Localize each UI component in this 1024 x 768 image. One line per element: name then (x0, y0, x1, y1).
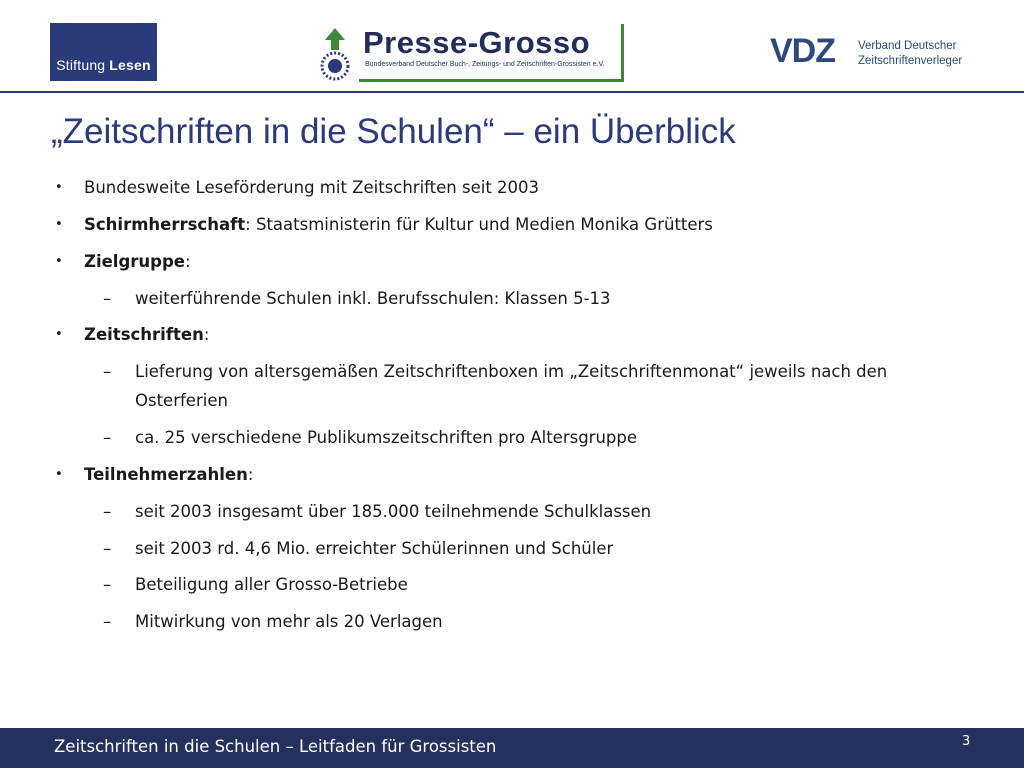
bullet-text: Bundesweite Leseförderung mit Zeitschriften seit 2003 (84, 178, 540, 197)
dash-icon: – (103, 428, 112, 447)
stiftung-lesen-logo (50, 23, 157, 81)
bullet-icon: • (55, 467, 63, 482)
bullet-label: Schirmherrschaft (84, 215, 246, 234)
bullet-item (55, 247, 191, 276)
bullet-item (55, 210, 713, 239)
presse-grosso-title: Presse-Grosso (363, 25, 591, 60)
bullet-text: ca. 25 verschiedene Publikumszeitschriften pro Altersgruppe (135, 428, 638, 447)
bullet-text: : (203, 325, 210, 344)
bullet-item (55, 173, 540, 202)
bullet-text: Osterferien (135, 391, 228, 410)
bullet-label: Zielgruppe (84, 252, 185, 271)
bullet-text: Mitwirkung von mehr als 20 Verlagen (135, 612, 443, 631)
bullet-text: Lieferung von altersgemäßen Zeitschriftenboxen im „Zeitschriftenmonat“ jeweils nach den (135, 362, 888, 381)
sub-bullet-item (103, 423, 638, 452)
bullet-icon: • (55, 217, 63, 232)
presse-grosso-subtitle: Bundesverband Deutscher Buch-, Zeitungs- und Zeitschriften-Grossisten e.V. (365, 61, 605, 68)
dash-icon: – (103, 575, 112, 594)
bullet-text: : Staatsministerin für Kultur und Medien Monika Grütters (245, 215, 713, 234)
bullet-text: weiterführende Schulen inkl. Berufsschulen: Klassen 5-13 (135, 289, 611, 308)
dash-icon: – (103, 539, 112, 558)
sub-bullet-item (103, 497, 652, 526)
sub-bullet-item (135, 386, 228, 415)
vdz-name-line1: Verband Deutscher (858, 40, 957, 52)
stiftung-lesen-word2: Lesen (109, 57, 151, 73)
bullet-text: : (184, 252, 191, 271)
bullet-text: Beteiligung aller Grosso-Betriebe (135, 575, 408, 594)
header-divider (0, 91, 1024, 93)
bullet-text: : (247, 465, 254, 484)
dash-icon: – (103, 612, 112, 631)
bullet-icon: • (55, 254, 63, 269)
sub-bullet-item (103, 607, 443, 636)
page-number: 3 (962, 734, 971, 749)
dash-icon: – (103, 502, 112, 521)
vdz-name-line2: Zeitschriftenverleger (858, 55, 963, 67)
bullet-icon: • (55, 180, 63, 195)
sub-bullet-item (103, 534, 614, 563)
bullet-item (55, 320, 210, 349)
vdz-mark: VDZ (770, 32, 835, 70)
footer-bar (0, 728, 1024, 768)
sub-bullet-item (103, 284, 611, 313)
footer-title: Zeitschriften in die Schulen – Leitfaden für Grossisten (54, 737, 497, 756)
bullet-label: Zeitschriften (84, 325, 204, 344)
bullet-item (55, 460, 254, 489)
dash-icon: – (103, 289, 112, 308)
bullet-label: Teilnehmerzahlen (84, 465, 248, 484)
slide-title: „Zeitschriften in die Schulen“ – ein Überblick (51, 112, 736, 151)
presse-grosso-logo (313, 24, 628, 84)
bullet-text: seit 2003 rd. 4,6 Mio. erreichter Schülerinnen und Schüler (135, 539, 614, 558)
dash-icon: – (103, 362, 112, 381)
stiftung-lesen-word1: Stiftung (56, 57, 106, 73)
bullet-text: seit 2003 insgesamt über 185.000 teilnehmende Schulklassen (135, 502, 652, 521)
sub-bullet-item (103, 357, 888, 386)
presse-grosso-emblem-icon (313, 26, 357, 82)
bullet-icon: • (55, 327, 63, 342)
vdz-name (858, 39, 962, 69)
sub-bullet-item (103, 570, 408, 599)
